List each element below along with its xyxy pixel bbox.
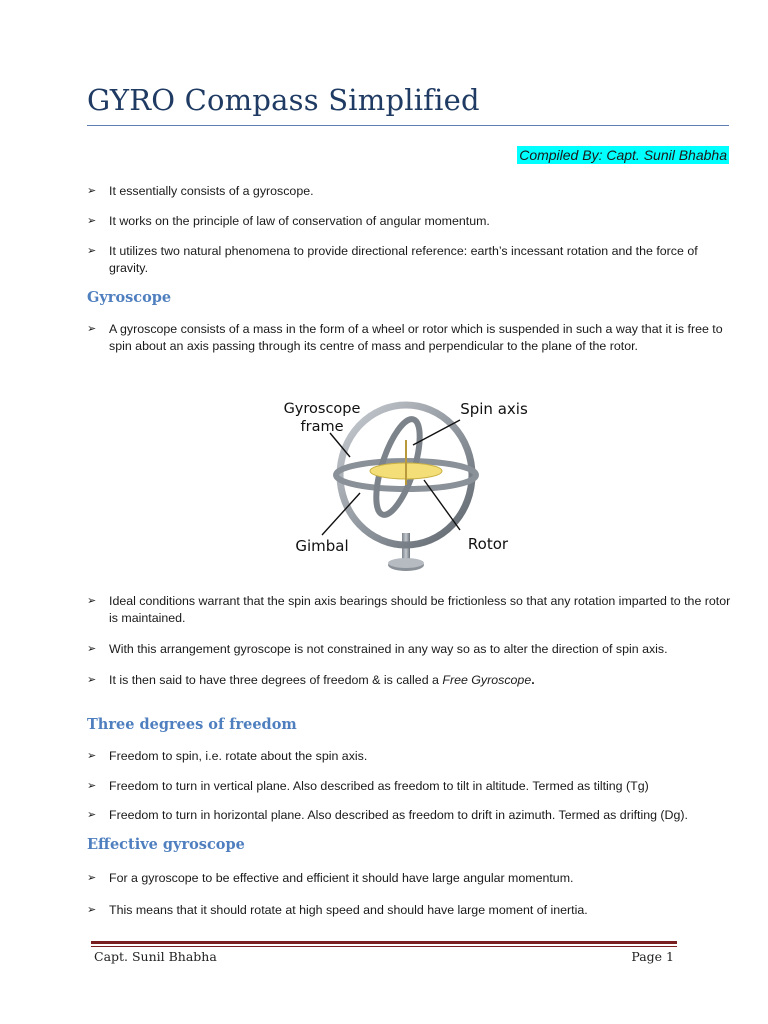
arrowhead-bullet-icon: ➢ (87, 780, 97, 792)
label-gyroscope-frame: Gyroscope (283, 401, 361, 417)
bullet-text: It works on the principle of law of conservation of angular momentum. (109, 214, 490, 228)
arrowhead-bullet-icon: ➢ (87, 809, 97, 821)
bullet-text: With this arrangement gyroscope is not constrained in any way so as to alter the direction of spin axis. (109, 642, 668, 656)
list-item (87, 321, 732, 355)
arrowhead-bullet-icon: ➢ (87, 215, 97, 227)
label-rotor: Rotor (467, 535, 509, 553)
effective-bullet-list (87, 870, 732, 919)
footer-rule-thin (91, 946, 677, 947)
title-underline (87, 125, 729, 126)
label-frame: frame (300, 419, 344, 435)
list-item (87, 243, 732, 277)
list-item (87, 902, 732, 919)
footer-page-number: Page 1 (631, 949, 674, 964)
bullet-text: For a gyroscope to be effective and efficient it should have large angular momentum. (109, 871, 574, 885)
bullet-text: Ideal conditions warrant that the spin axis bearings should be frictionless so that any rotation imparted to the rotor is maintained. (109, 594, 731, 625)
list-item (87, 778, 732, 795)
arrowhead-bullet-icon: ➢ (87, 643, 97, 655)
bullet-text: A gyroscope consists of a mass in the form of a wheel or rotor which is suspended in such a way that it is free to spin about an axis passing through its centre of mass and perpendicular to the plane of the rotor. (109, 322, 723, 353)
bullet-text: It utilizes two natural phenomena to provide directional reference: earth’s incessant rotation and the force of gravity. (109, 244, 698, 275)
gyroscope-after-bullet-list (87, 593, 732, 689)
list-item (87, 870, 732, 887)
arrowhead-bullet-icon: ➢ (87, 595, 97, 607)
free-gyroscope-term: Free Gyroscope (442, 673, 532, 687)
list-item (87, 807, 732, 824)
bullet-text: Freedom to spin, i.e. rotate about the spin axis. (109, 749, 368, 763)
intro-bullet-list (87, 183, 732, 277)
stand (388, 533, 424, 571)
arrowhead-bullet-icon: ➢ (87, 323, 97, 335)
bullet-text: This means that it should rotate at high speed and should have large moment of inertia. (109, 903, 588, 917)
list-item (87, 183, 732, 200)
gyroscope-diagram (272, 385, 542, 580)
footer-author: Capt. Sunil Bhabha (94, 949, 217, 964)
compiled-by-highlight: Compiled By: Capt. Sunil Bhabha (519, 147, 727, 163)
label-gimbal: Gimbal (295, 537, 349, 555)
bullet-text: It essentially consists of a gyroscope. (109, 184, 314, 198)
arrowhead-bullet-icon: ➢ (87, 750, 97, 762)
label-spin-axis: Spin axis (460, 400, 528, 418)
list-item (87, 748, 732, 765)
arrowhead-bullet-icon: ➢ (87, 904, 97, 916)
gyroscope-bullet-list (87, 321, 732, 355)
bullet-text-prefix: It is then said to have three degrees of freedom & is called a (109, 673, 443, 687)
list-item (87, 641, 732, 658)
bullet-text: Freedom to turn in horizontal plane. Also described as freedom to drift in azimuth. Termed as drifting (Dg). (109, 808, 688, 822)
arrowhead-bullet-icon: ➢ (87, 185, 97, 197)
arrowhead-bullet-icon: ➢ (87, 245, 97, 257)
heading-gyroscope: Gyroscope (87, 289, 172, 306)
list-item (87, 213, 732, 230)
bullet-text: Freedom to turn in vertical plane. Also described as freedom to tilt in altitude. Termed as tilting (Tg) (109, 779, 649, 793)
list-item (87, 672, 732, 689)
list-item (87, 593, 732, 627)
bullet-text-suffix: . (531, 673, 535, 687)
footer-rule-thick (91, 941, 677, 944)
heading-three-degrees: Three degrees of freedom (87, 716, 297, 733)
arrowhead-bullet-icon: ➢ (87, 674, 97, 686)
heading-effective-gyroscope: Effective gyroscope (87, 836, 245, 853)
arrowhead-bullet-icon: ➢ (87, 872, 97, 884)
three-degrees-bullet-list (87, 748, 732, 824)
document-title: GYRO Compass Simplified (87, 83, 480, 117)
